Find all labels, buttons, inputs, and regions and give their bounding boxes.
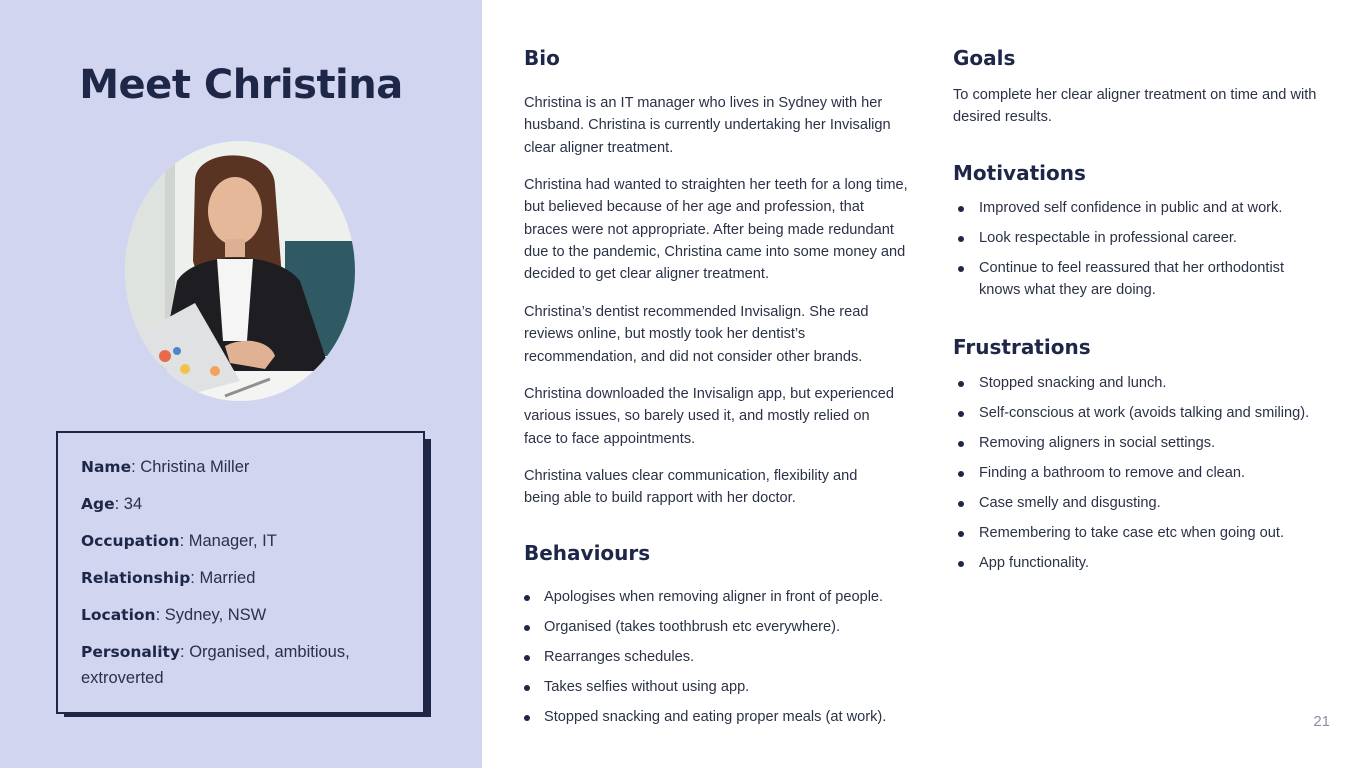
- info-card: [56, 431, 425, 714]
- info-location-value: : Sydney, NSW: [155, 606, 267, 624]
- info-name-value: : Christina Miller: [131, 458, 250, 476]
- frustrations-list: [954, 372, 1314, 582]
- info-personality-value: : Organised, ambitious, extroverted: [81, 643, 350, 687]
- profile-photo: [125, 141, 355, 401]
- info-age-value: : 34: [114, 495, 143, 513]
- behaviour-item: Rearranges schedules.: [524, 646, 944, 668]
- profile-photo-image: [125, 141, 355, 401]
- frustrations-heading: Frustrations: [953, 335, 1091, 359]
- info-location-label: Location: [81, 606, 156, 624]
- info-age-label: Age: [81, 495, 115, 513]
- motivation-item: Improved self confidence in public and at work.: [954, 197, 1314, 219]
- info-age: [81, 491, 401, 517]
- goals-text: To complete her clear aligner treatment on time and with desired results.: [953, 87, 1317, 126]
- bio-paragraph: Christina values clear communication, flexibility and being able to build rapport with her doctor.: [524, 468, 858, 507]
- info-relationship-value: : Married: [190, 569, 256, 587]
- info-name-label: Name: [81, 458, 132, 476]
- behaviour-item: Apologises when removing aligner in front of people.: [524, 586, 944, 608]
- goals-heading: Goals: [953, 46, 1016, 70]
- info-occupation: [81, 528, 401, 554]
- behaviour-item: Organised (takes toothbrush etc everywhere).: [524, 616, 944, 638]
- behaviour-item: Takes selfies without using app.: [524, 676, 944, 698]
- info-name: [81, 454, 401, 480]
- motivations-list: [954, 197, 1314, 309]
- bio-paragraph: Christina’s dentist recommended Invisalign. She read reviews online, but mostly took her dentist’s recommendation, and did not consider other brands.: [524, 304, 869, 365]
- bio-paragraph: Christina had wanted to straighten her teeth for a long time, but believed because of her age and profession, that braces were not appropriate. After being made redundant due to the pandemic, Christina came into some money and decided to get clear aligner treatment.: [524, 177, 908, 283]
- frustration-item: Case smelly and disgusting.: [954, 492, 1314, 514]
- motivation-item: Continue to feel reassured that her orthodontist knows what they are doing.: [954, 257, 1314, 302]
- frustration-item: App functionality.: [954, 552, 1314, 574]
- behaviours-list: [524, 586, 944, 736]
- bio-paragraph: Christina downloaded the Invisalign app, but experienced various issues, so barely used it, and mostly relied on face to face appointments.: [524, 386, 894, 447]
- behaviours-heading: Behaviours: [524, 541, 651, 565]
- info-relationship-label: Relationship: [81, 569, 191, 587]
- info-relationship: [81, 565, 401, 591]
- info-personality-label: Personality: [81, 643, 181, 661]
- info-location: [81, 602, 401, 628]
- frustration-item: Finding a bathroom to remove and clean.: [954, 462, 1314, 484]
- info-occupation-value: : Manager, IT: [179, 532, 277, 550]
- frustration-item: Stopped snacking and lunch.: [954, 372, 1314, 394]
- frustration-item: Self-conscious at work (avoids talking and smiling).: [954, 402, 1314, 424]
- profile-panel: [0, 0, 482, 768]
- bio-heading: Bio: [524, 46, 560, 70]
- page-title: Meet Christina: [79, 62, 403, 108]
- page-number: 21: [1313, 713, 1330, 730]
- motivation-item: Look respectable in professional career.: [954, 227, 1314, 249]
- info-occupation-label: Occupation: [81, 532, 180, 550]
- frustration-item: Remembering to take case etc when going out.: [954, 522, 1314, 544]
- behaviour-item: Stopped snacking and eating proper meals (at work).: [524, 706, 944, 728]
- motivations-heading: Motivations: [953, 161, 1086, 185]
- info-personality: [81, 639, 381, 691]
- bio-paragraph: Christina is an IT manager who lives in Sydney with her husband. Christina is currently undertaking her Invisalign clear aligner treatment.: [524, 95, 891, 156]
- frustration-item: Removing aligners in social settings.: [954, 432, 1314, 454]
